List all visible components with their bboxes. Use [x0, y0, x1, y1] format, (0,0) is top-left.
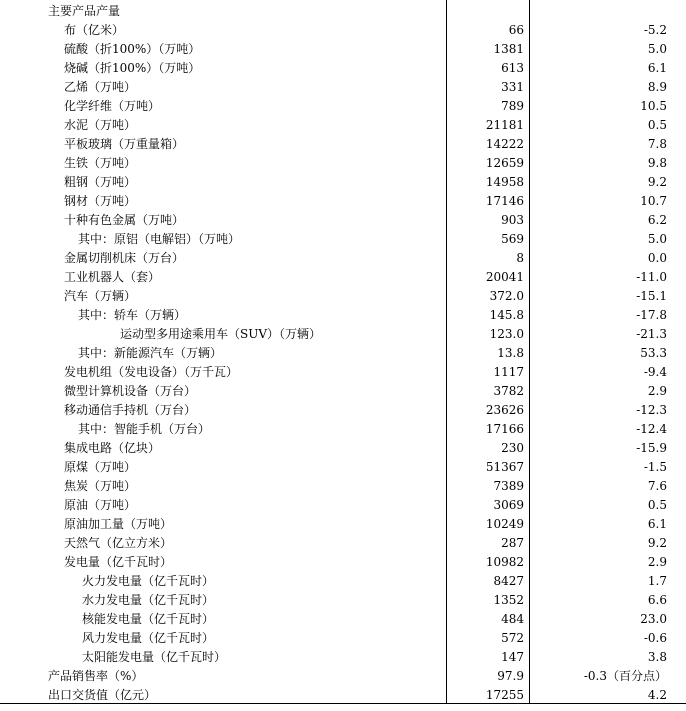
row-label: 水泥（万吨）: [64, 118, 137, 132]
table-row: [0, 591, 686, 610]
row-growth: 2.9: [647, 384, 667, 398]
row-value: 14958: [485, 175, 524, 189]
table-row: [0, 154, 686, 173]
row-label: 原煤（万吨）: [64, 460, 137, 474]
table-row: [0, 40, 686, 59]
row-value: 287: [501, 536, 524, 550]
row-label: 原油（万吨）: [64, 498, 137, 512]
table-row: [0, 496, 686, 515]
row-label: 十种有色金属（万吨）: [64, 213, 185, 227]
row-growth: 8.9: [647, 80, 667, 94]
table-row: [0, 230, 686, 249]
row-value: 10249: [485, 517, 524, 531]
table-row: [0, 249, 686, 268]
row-label: 发电量（亿千瓦时）: [64, 555, 173, 569]
row-value: 147: [501, 650, 524, 664]
row-growth: 7.6: [647, 479, 667, 493]
row-label: 其中：智能手机（万台）: [78, 422, 211, 436]
row-growth: 3.8: [647, 650, 667, 664]
table-row: [0, 363, 686, 382]
row-label: 太阳能发电量（亿千瓦时）: [82, 650, 227, 664]
row-value: 8: [516, 251, 524, 265]
row-value: 12659: [485, 156, 524, 170]
row-growth: 10.7: [640, 194, 667, 208]
row-value: 51367: [485, 460, 524, 474]
row-label: 金属切削机床（万台）: [64, 251, 185, 265]
row-value: 97.9: [497, 669, 524, 683]
row-label: 运动型多用途乘用车（SUV）（万辆）: [120, 327, 322, 341]
row-growth: 0.0: [647, 251, 667, 265]
row-growth: -15.9: [636, 441, 667, 455]
section-title: 主要产品产量: [48, 4, 121, 18]
row-growth: 7.8: [647, 137, 667, 151]
row-label: 生铁（万吨）: [64, 156, 137, 170]
table-row: [0, 78, 686, 97]
table-bottom-border: [0, 703, 686, 704]
row-growth: 10.5: [640, 99, 667, 113]
table-row: [0, 59, 686, 78]
row-label: 其中：原铝（电解铝）（万吨）: [78, 232, 241, 246]
row-growth: 6.6: [647, 593, 667, 607]
row-label: 其中：轿车（万辆）: [78, 308, 187, 322]
table-row: [0, 439, 686, 458]
row-label: 焦炭（万吨）: [64, 479, 137, 493]
table-row: [0, 572, 686, 591]
table-row: [0, 306, 686, 325]
row-label: 其中：新能源汽车（万辆）: [78, 346, 223, 360]
row-value: 1117: [493, 365, 524, 379]
row-growth: 0.5: [647, 118, 667, 132]
row-value: 789: [501, 99, 524, 113]
row-growth: -15.1: [636, 289, 667, 303]
row-value: 145.8: [489, 308, 524, 322]
row-growth: 4.2: [647, 688, 667, 702]
table-row: [0, 553, 686, 572]
row-growth: 9.8: [647, 156, 667, 170]
row-label: 火力发电量（亿千瓦时）: [82, 574, 215, 588]
table-row: [0, 629, 686, 648]
row-value: 13.8: [497, 346, 524, 360]
row-growth: -12.4: [636, 422, 667, 436]
row-value: 8427: [493, 574, 524, 588]
row-label: 化学纤维（万吨）: [64, 99, 161, 113]
row-growth: -0.3（百分点）: [583, 669, 667, 683]
table-row: [0, 382, 686, 401]
row-label: 微型计算机设备（万台）: [64, 384, 197, 398]
row-value: 21181: [485, 118, 524, 132]
row-label: 硫酸（折100%）（万吨）: [64, 42, 201, 56]
row-label: 粗钢（万吨）: [64, 175, 137, 189]
row-label: 天然气（亿立方米）: [64, 536, 173, 550]
row-value: 123.0: [489, 327, 524, 341]
row-growth: 2.9: [647, 555, 667, 569]
row-value: 3069: [493, 498, 524, 512]
table-row: [0, 287, 686, 306]
row-value: 230: [501, 441, 524, 455]
row-value: 3782: [493, 384, 524, 398]
row-growth: -12.3: [636, 403, 667, 417]
row-value: 17255: [485, 688, 524, 702]
table-row: [0, 477, 686, 496]
table-row: [0, 268, 686, 287]
row-growth: 5.0: [647, 42, 667, 56]
row-label: 汽车（万辆）: [64, 289, 137, 303]
row-value: 17166: [485, 422, 524, 436]
row-label: 钢材（万吨）: [64, 194, 137, 208]
row-growth: 53.3: [640, 346, 667, 360]
table-row: [0, 420, 686, 439]
row-label: 平板玻璃（万重量箱）: [64, 137, 185, 151]
table-row: [0, 344, 686, 363]
row-growth: 6.2: [647, 213, 667, 227]
table-row: [0, 173, 686, 192]
table-row: [0, 211, 686, 230]
row-growth: 6.1: [647, 517, 667, 531]
row-value: 572: [501, 631, 524, 645]
row-growth: -11.0: [636, 270, 667, 284]
row-growth: -0.6: [643, 631, 667, 645]
table-row: [0, 515, 686, 534]
row-value: 903: [501, 213, 524, 227]
row-value: 613: [501, 61, 524, 75]
row-label: 移动通信手持机（万台）: [64, 403, 197, 417]
row-value: 23626: [485, 403, 524, 417]
row-value: 66: [508, 23, 524, 37]
table-row: [0, 610, 686, 629]
row-growth: -5.2: [643, 23, 667, 37]
table-row: [0, 648, 686, 667]
row-value: 569: [501, 232, 524, 246]
row-label: 布（亿米）: [64, 23, 125, 37]
row-label: 风力发电量（亿千瓦时）: [82, 631, 215, 645]
table-row: [0, 325, 686, 344]
section-header-row: [0, 2, 686, 21]
row-value: 1381: [493, 42, 524, 56]
row-label: 水力发电量（亿千瓦时）: [82, 593, 215, 607]
row-growth: 23.0: [640, 612, 667, 626]
row-label: 烧碱（折100%）（万吨）: [64, 61, 201, 75]
row-growth: 5.0: [647, 232, 667, 246]
table-row: [0, 97, 686, 116]
table-row: [0, 534, 686, 553]
row-growth: 1.7: [647, 574, 667, 588]
row-growth: 9.2: [647, 536, 667, 550]
row-value: 17146: [485, 194, 524, 208]
table-row: [0, 135, 686, 154]
row-growth: 0.5: [647, 498, 667, 512]
row-value: 7389: [493, 479, 524, 493]
row-label: 乙烯（万吨）: [64, 80, 137, 94]
table-row: [0, 667, 686, 686]
row-growth: -1.5: [643, 460, 667, 474]
row-label: 核能发电量（亿千瓦时）: [82, 612, 215, 626]
row-label: 产品销售率（%）: [48, 669, 144, 683]
row-label: 出口交货值（亿元）: [48, 688, 157, 702]
row-value: 20041: [485, 270, 524, 284]
row-growth: -17.8: [636, 308, 667, 322]
row-label: 原油加工量（万吨）: [64, 517, 173, 531]
row-value: 484: [501, 612, 524, 626]
row-value: 10982: [485, 555, 524, 569]
row-growth: 9.2: [647, 175, 667, 189]
table-row: [0, 401, 686, 420]
row-growth: -9.4: [643, 365, 667, 379]
table-row: [0, 192, 686, 211]
table-row: [0, 116, 686, 135]
row-label: 工业机器人（套）: [64, 270, 161, 284]
row-value: 14222: [485, 137, 524, 151]
row-label: 发电机组（发电设备）（万千瓦）: [64, 365, 239, 379]
row-growth: 6.1: [647, 61, 667, 75]
table-row: [0, 21, 686, 40]
row-value: 372.0: [489, 289, 524, 303]
row-label: 集成电路（亿块）: [64, 441, 161, 455]
row-value: 331: [501, 80, 524, 94]
row-value: 1352: [493, 593, 524, 607]
table-row: [0, 458, 686, 477]
row-growth: -21.3: [636, 327, 667, 341]
